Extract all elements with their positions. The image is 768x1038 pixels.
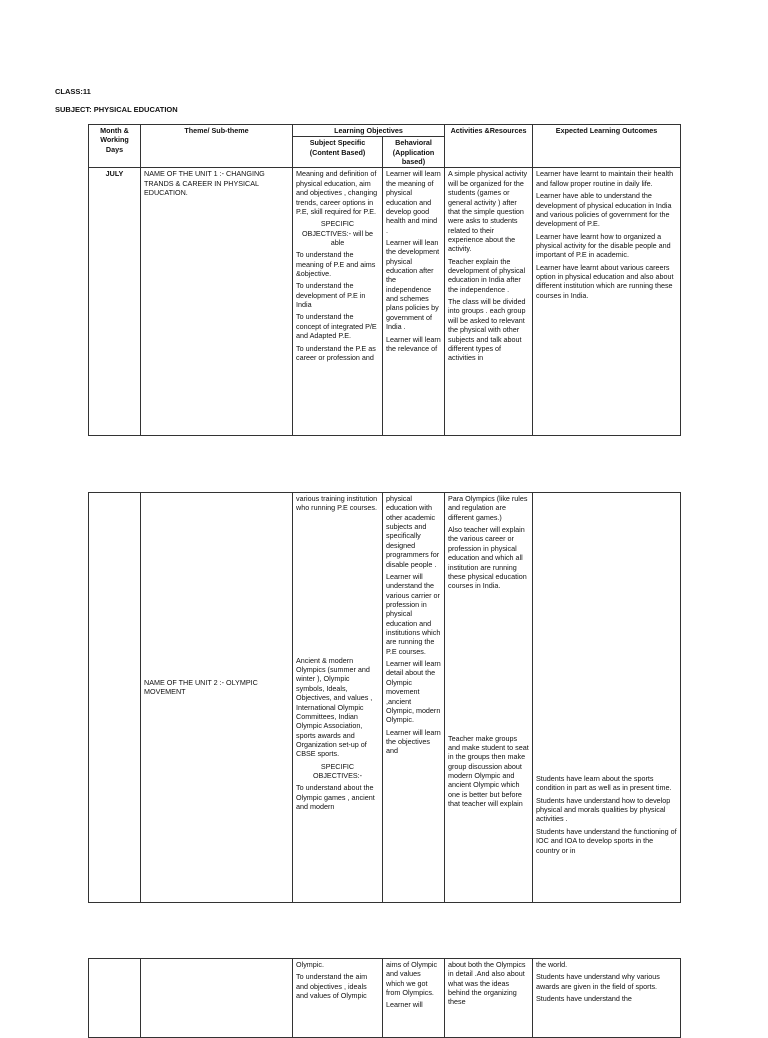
syllabus-table-page-3 — [88, 958, 681, 1038]
outcomes-text: Students have understand why various awards are given in the field of sports. — [536, 972, 660, 991]
subject-specific-cell — [293, 493, 383, 903]
activities-text: Also teacher will explain the various career or profession in physical education and which all institution are running these physical education courses in India. — [448, 525, 527, 591]
outcomes-text: Students have understand how to develop physical and morals qualities by physical activities . — [536, 795, 671, 824]
outcomes-cell — [533, 959, 681, 1038]
subject-text: Meaning and definition of physical education, aim and objectives , changing trends, career options in P.E, skill required for P.E. — [296, 169, 378, 216]
syllabus-table-page-2 — [88, 492, 681, 903]
month-cell: JULY — [89, 168, 141, 436]
unit-2-title: NAME OF THE UNIT 2 :- OLYMPIC MOVEMENT — [144, 678, 258, 697]
subject-text: Olympic. — [296, 960, 324, 969]
header-learning-objectives: Learning Objectives — [293, 125, 445, 137]
outcomes-cell — [533, 168, 681, 436]
subject-specific-cell — [293, 959, 383, 1038]
subject-text: various training institution who running P.E courses. — [296, 494, 378, 513]
theme-cell — [141, 493, 293, 903]
outcomes-text: the world. — [536, 960, 568, 969]
activities-text: The class will be divided into groups . each group will be asked to relevant the physical with other subjects and talk about different types of activities in — [448, 297, 526, 363]
subject-text: To understand the development of P.E in India — [296, 281, 366, 310]
activities-text: Teacher explain the development of physical education in India after the independence . — [448, 256, 526, 294]
behavioral-text: Learner will lean the development physical education after the independence and schemes plans policies by government of India . — [386, 237, 440, 332]
activities-text: about both the Olympics in detail .And also about what was the ideas behind the organizing these — [448, 960, 526, 1007]
theme-cell — [141, 959, 293, 1038]
specific-objectives-heading: SPECIFIC OBJECTIVES:- will be able — [301, 219, 374, 247]
subject-text: To understand the P.E as career or profession and — [296, 343, 376, 362]
behavioral-text: aims of Olympic and values which we got from Olympics. — [386, 960, 438, 998]
behavioral-text: Learner will understand the various carrier or profession in physical education and institutions which are running the P.E courses. — [386, 571, 441, 656]
header-subject-specific: Subject Specific (Content Based) — [293, 137, 383, 168]
specific-objectives-heading: SPECIFIC OBJECTIVES:- — [312, 761, 363, 781]
activities-cell — [445, 168, 533, 436]
subject-text: To understand about the Olympic games , ancient and modern — [296, 783, 375, 812]
behavioral-cell — [383, 493, 445, 903]
header-activities: Activities &Resources — [445, 125, 533, 168]
behavioral-cell — [383, 959, 445, 1038]
outcomes-text: Learner have able to understand the development of physical education in India and various policies of government for the development of P.E. — [536, 191, 672, 229]
subject-text: Ancient & modern Olympics (summer and winter ), Olympic symbols, Ideals, Objectives, and values , International Olympic Committees, Indian Olympic Association, sports awards and Organization set-up of CBSE sports. — [296, 655, 373, 759]
behavioral-text: Learner will learn the relevance of — [386, 334, 441, 353]
behavioral-text: Learner will learn detail about the Olympic movement ,ancient Olympic, modern Olympic. — [386, 659, 441, 725]
subject-specific-cell — [293, 168, 383, 436]
behavioral-text: Learner will learn the meaning of physical education and develop good health and mind . — [386, 169, 441, 235]
behavioral-text: physical education with other academic subjects and specifically designed programmers for disable people . — [386, 494, 440, 569]
outcomes-text: Students have learn about the sports condition in part as well as in present time. — [536, 774, 672, 793]
activities-cell — [445, 959, 533, 1038]
unit-1-title: NAME OF THE UNIT 1 :- CHANGING TRANDS & CAREER IN PHYSICAL EDUCATION. — [144, 169, 265, 198]
behavioral-text: Learner will — [386, 1000, 423, 1010]
outcomes-text: Learner have learnt how to organized a physical activity for the disable people and important of P.E in academic. — [536, 231, 671, 260]
activities-cell — [445, 493, 533, 903]
outcomes-text: Students have understand the functioning of IOC and IOA to develop sports in the country or in — [536, 826, 677, 855]
header-outcomes: Expected Learning Outcomes — [533, 125, 681, 168]
behavioral-text: Learner will learn the objectives and — [386, 727, 441, 756]
month-cell — [89, 959, 141, 1038]
subject-label: SUBJECT: PHYSICAL EDUCATION — [55, 105, 178, 114]
header-behavioral: Behavioral (Application based) — [383, 137, 445, 168]
subject-text: To understand the meaning of P.E and aims &objective. — [296, 250, 376, 279]
class-label: CLASS:11 — [55, 87, 91, 96]
outcomes-text: Students have understand the — [536, 994, 632, 1004]
outcomes-cell — [533, 493, 681, 903]
outcomes-text: Learner have learnt about various careers option in physical education and also about different institution which are running these courses in India. — [536, 262, 674, 300]
subject-text: To understand the concept of integrated P/E and Adapted P.E. — [296, 312, 377, 341]
outcomes-text: Learner have learnt to maintain their health and fallow proper routine in daily life. — [536, 169, 674, 188]
activities-text: A simple physical activity will be organized for the students (games or general activity ) after that the simple question were asks to students related to their experience about the activity. — [448, 169, 528, 254]
subject-text: To understand the aim and objectives , ideals and values of Olympic — [296, 972, 368, 1001]
header-theme: Theme/ Sub-theme — [141, 125, 293, 168]
activities-text: Teacher make groups and make student to seat in the groups then make group discussion about modern Olympic and ancient Olympic which one is better but before that teacher will explain — [448, 733, 529, 809]
activities-text: Para Olympics (like rules and regulation are different games.) — [448, 494, 528, 522]
behavioral-cell — [383, 168, 445, 436]
header-month: Month & Working Days — [89, 125, 141, 168]
month-cell — [89, 493, 141, 903]
syllabus-table-page-1 — [88, 124, 681, 436]
theme-cell — [141, 168, 293, 436]
